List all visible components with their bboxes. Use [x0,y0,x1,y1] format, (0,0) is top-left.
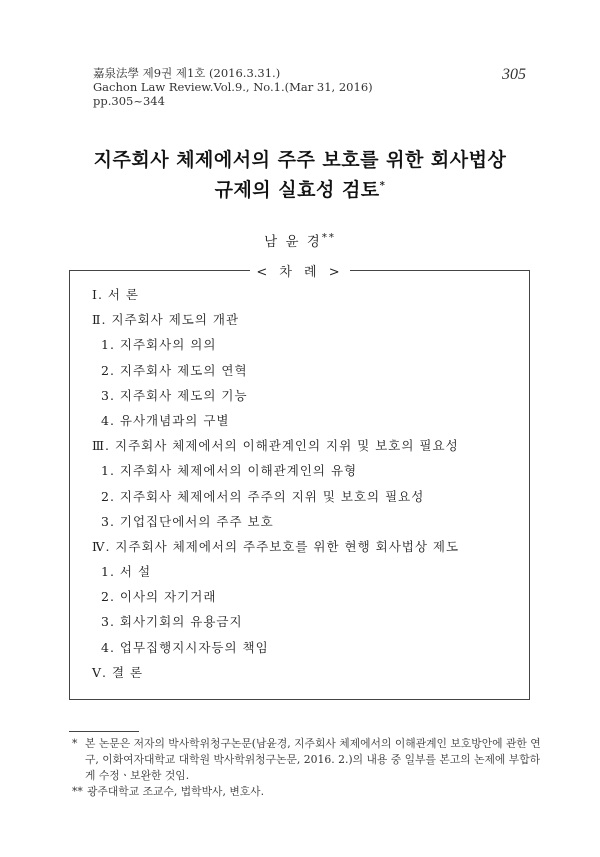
footnote-1-mark: * [72,737,78,750]
toc-item: Ⅳ. 지주회사 체제에서의 주주보호를 위한 현행 회사법상 제도 [92,538,460,554]
footnotes [72,736,542,800]
toc-item: 3. 회사기회의 유용금지 [101,614,243,630]
toc-item: 2. 이사의 자기거래 [101,589,217,605]
journal-header [93,66,373,108]
toc-item: 2. 지주회사 체제에서의 주주의 지위 및 보호의 필요성 [101,488,425,504]
footnote-1 [72,736,542,784]
toc-item: Ⅴ. 결 론 [92,664,144,680]
toc-item: Ⅲ. 지주회사 체제에서의 이해관계인의 지위 및 보호의 필요성 [92,438,459,454]
footnote-2 [72,784,542,800]
footnote-2-mark: ** [72,785,83,798]
title-line-2-text: 규제의 실효성 검토 [214,179,380,201]
toc-item: 3. 기업집단에서의 주주 보호 [101,513,274,529]
author-footnote-mark: ** [321,232,336,244]
author [0,230,600,250]
toc-item: 1. 지주회사 체제에서의 이해관계인의 유형 [101,463,358,479]
toc-item: 4. 유사개념과의 구별 [101,412,230,428]
page-number: 305 [502,66,526,83]
title-line-1: 지주회사 체제에서의 주주 보호를 위한 회사법상 [93,149,507,171]
journal-name-english: Gachon Law Review.Vol.9., No.1.(Mar 31, 2016) [93,80,373,94]
toc-item: 2. 지주회사 제도의 연혁 [101,362,248,378]
toc-item: 1. 서 설 [101,564,152,580]
footnote-1-text: 본 논문은 저자의 박사학위청구논문(남윤경, 지주회사 체제에서의 이해관계인 보호방안에 관한 연구, 이화여자대학교 대학원 박사학위청구논문, 2016. 2.)의 내용 중 일부를 본고의 논제에 부합하게 수정ㆍ보완한 것임. [85,737,541,782]
toc-item: Ⅰ. 서 론 [92,287,140,302]
footnote-2-text: 광주대학교 조교수, 법학박사, 변호사. [87,785,265,798]
toc-heading [0,261,600,280]
author-name: 남 윤 경 [264,234,322,250]
title-line-2 [0,175,600,202]
footnote-divider [69,731,139,732]
toc-item: 3. 지주회사 제도의 기능 [101,387,248,403]
title-footnote-mark: * [379,180,386,192]
toc-item: 1. 지주회사의 의의 [101,337,217,353]
table-of-contents-list [92,286,459,689]
journal-name-hanja: 嘉泉法學 제9권 제1호 (2016.3.31.) [93,66,281,80]
toc-item: Ⅱ. 지주회사 제도의 개관 [92,312,240,328]
toc-heading-text: < 차 례 > [250,265,349,280]
page-range: pp.305~344 [93,94,165,108]
toc-item: 4. 업무집행지시자등의 책임 [101,639,269,655]
